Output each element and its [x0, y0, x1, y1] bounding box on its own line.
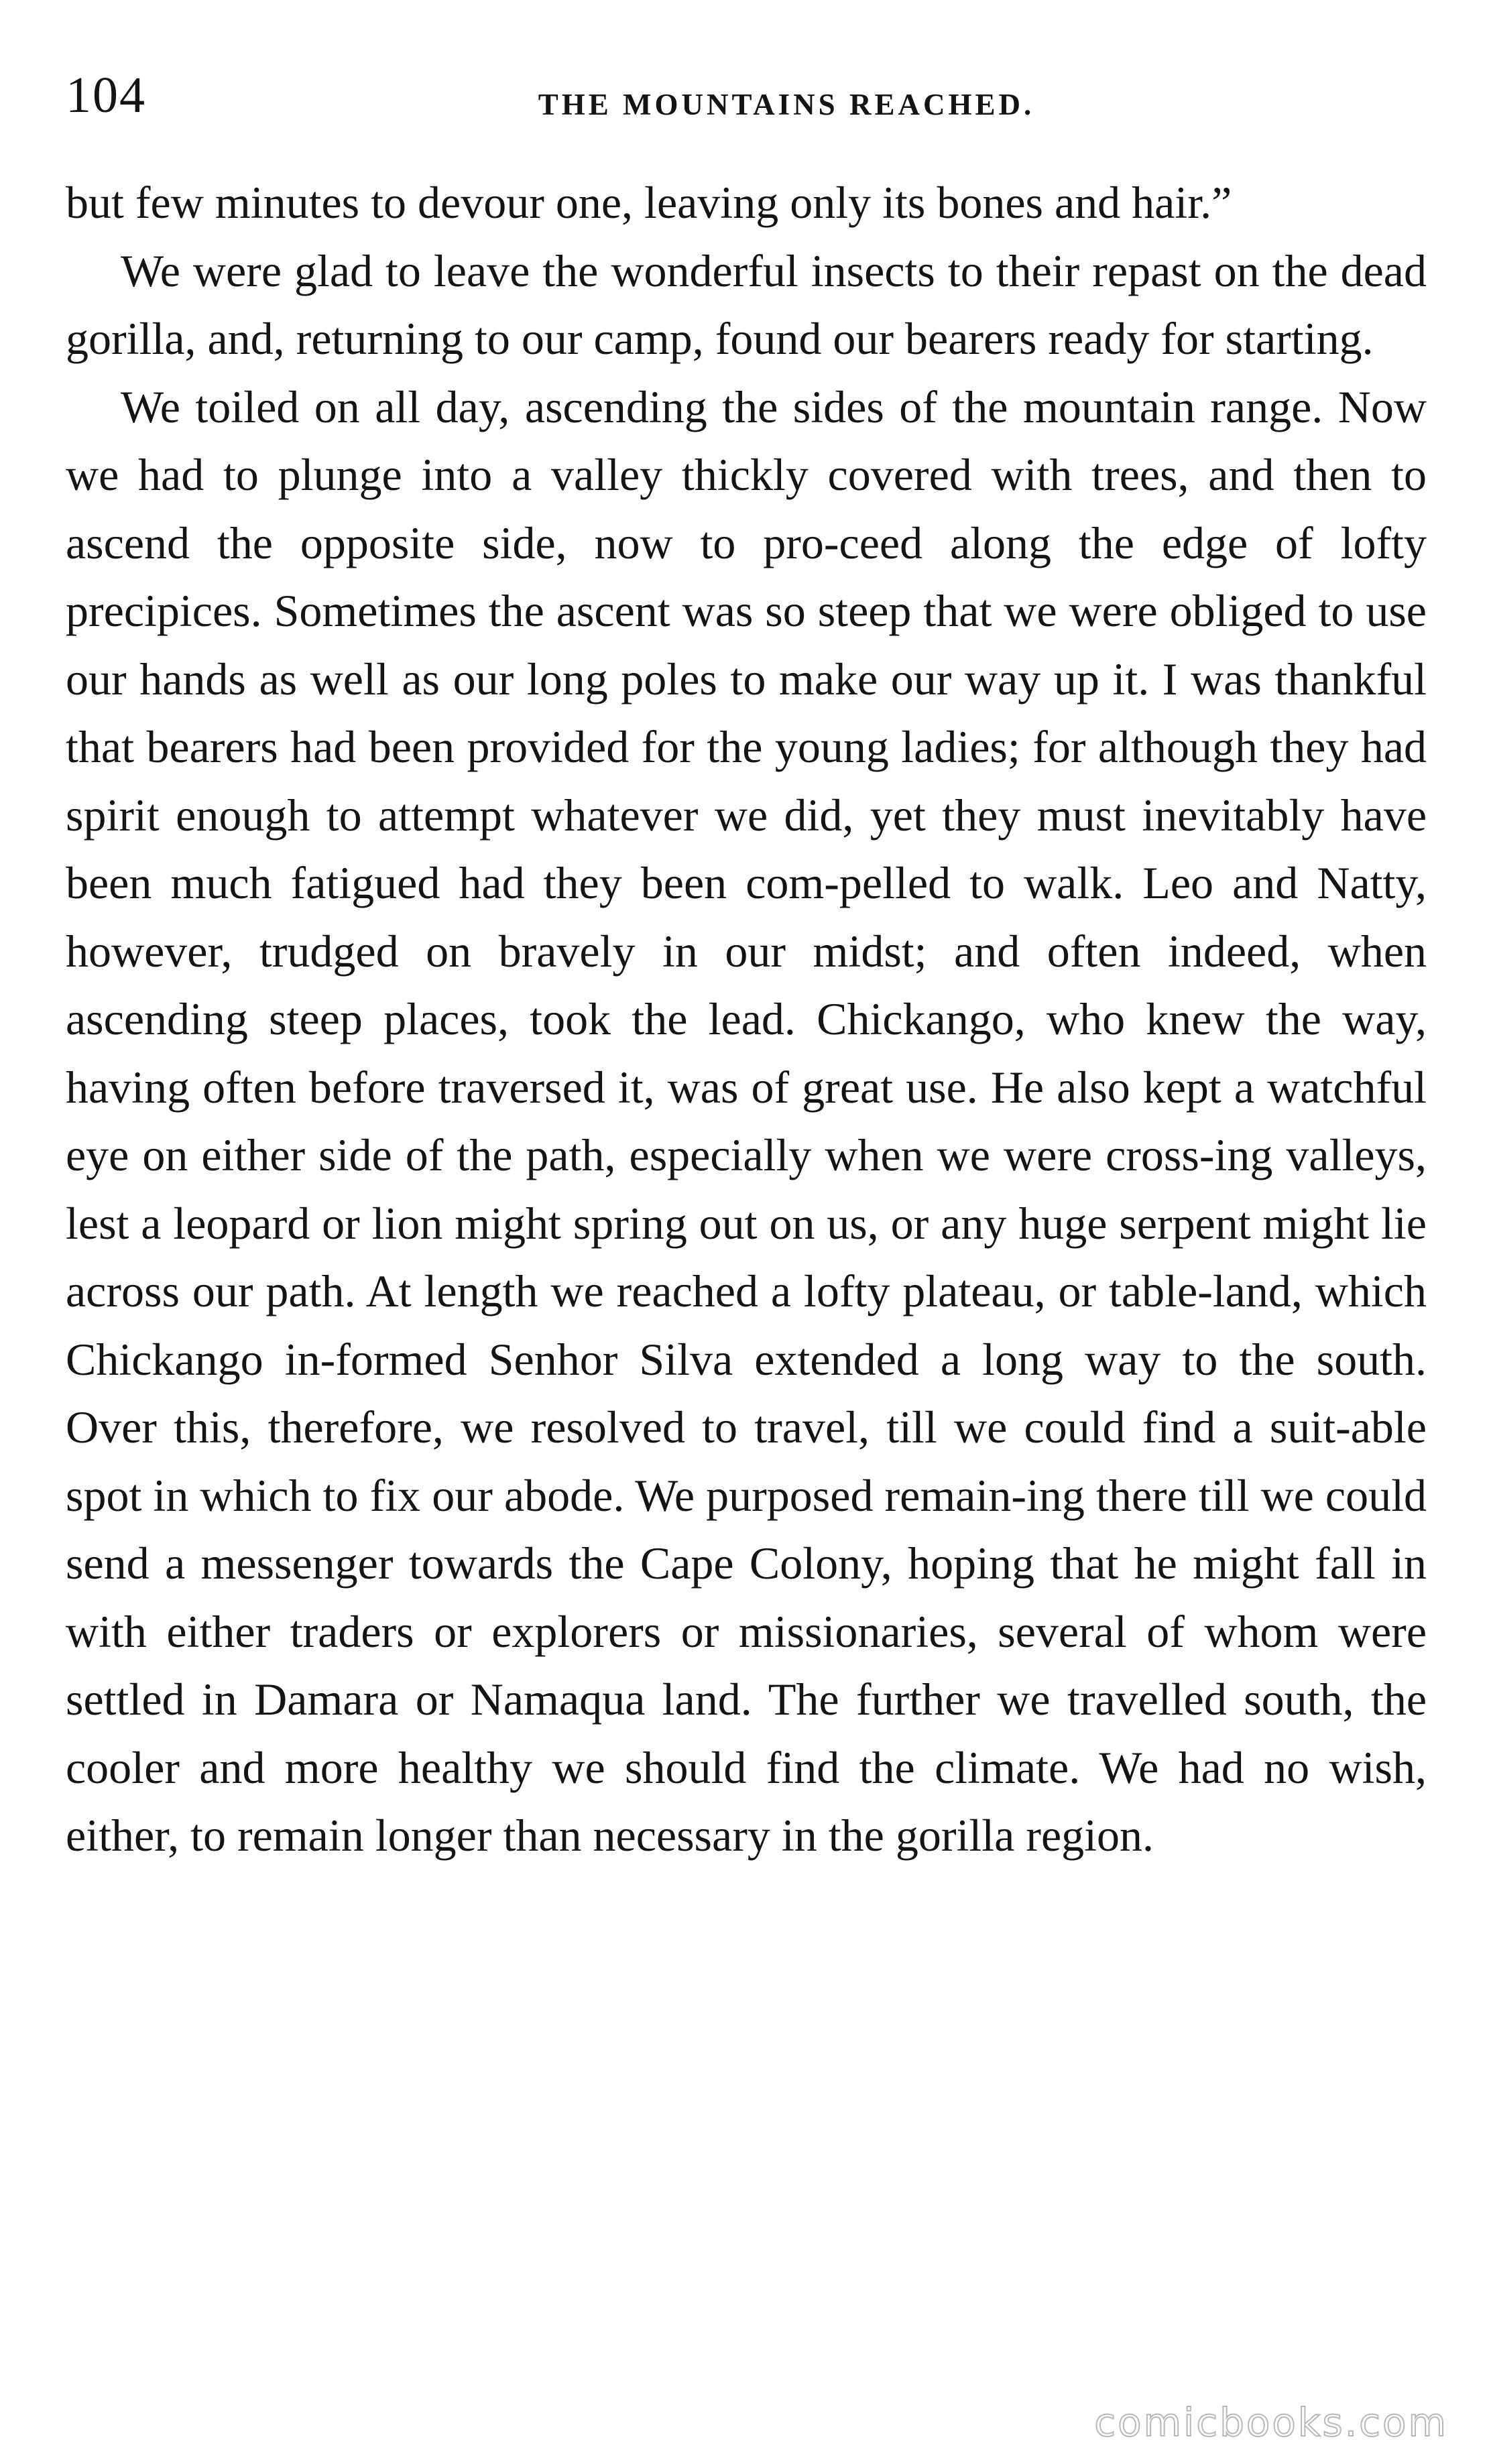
body-text	[66, 169, 1427, 1870]
running-head	[66, 55, 1427, 135]
watermark: comicbooks.com	[1094, 2400, 1448, 2445]
paragraph-continued: but few minutes to devour one, leaving only its bones and hair.”	[66, 177, 1232, 228]
page-number: 104	[66, 67, 146, 123]
paragraph: We were glad to leave the wonderful insects to their repast on the dead gorilla, and, returning to our camp, found our bearers ready for starting.	[66, 245, 1427, 364]
paragraph: We toiled on all day, ascending the sides of the mountain range. Now we had to plunge into a valley thickly covered with trees, and then to ascend the opposite side, now to pro-ceed along the edge of lofty precipices. Sometimes the ascent was so steep that we were obliged to use our hands as well as our long poles to make our way up it. I was thankful that bearers had been provided for the young ladies; for although they had spirit enough to attempt whatever we did, yet they must inevitably have been much fatigued had they been com-pelled to walk. Leo and Natty, however, trudged on bravely in our midst; and often indeed, when ascending steep places, took the lead. Chickango, who knew the way, having often before traversed it, was of great use. He also kept a watchful eye on either side of the path, especially when we were cross-ing valleys, lest a leopard or lion might spring out on us, or any huge serpent might lie across our path. At length we reached a lofty plateau, or table-land, which Chickango in-formed Senhor Silva extended a long way to the south. Over this, therefore, we resolved to travel, till we could find a suit-able spot in which to fix our abode. We purposed remain-ing there till we could send a messenger towards the Cape Colony, hoping that he might fall in with either traders or explorers or missionaries, several of whom were settled in Damara or Namaqua land. The further we travelled south, the cooler and more healthy we should find the climate. We had no wish, either, to remain longer than necessary in the gorilla region.	[66, 381, 1427, 1861]
running-title: THE MOUNTAINS REACHED.	[538, 88, 1035, 121]
